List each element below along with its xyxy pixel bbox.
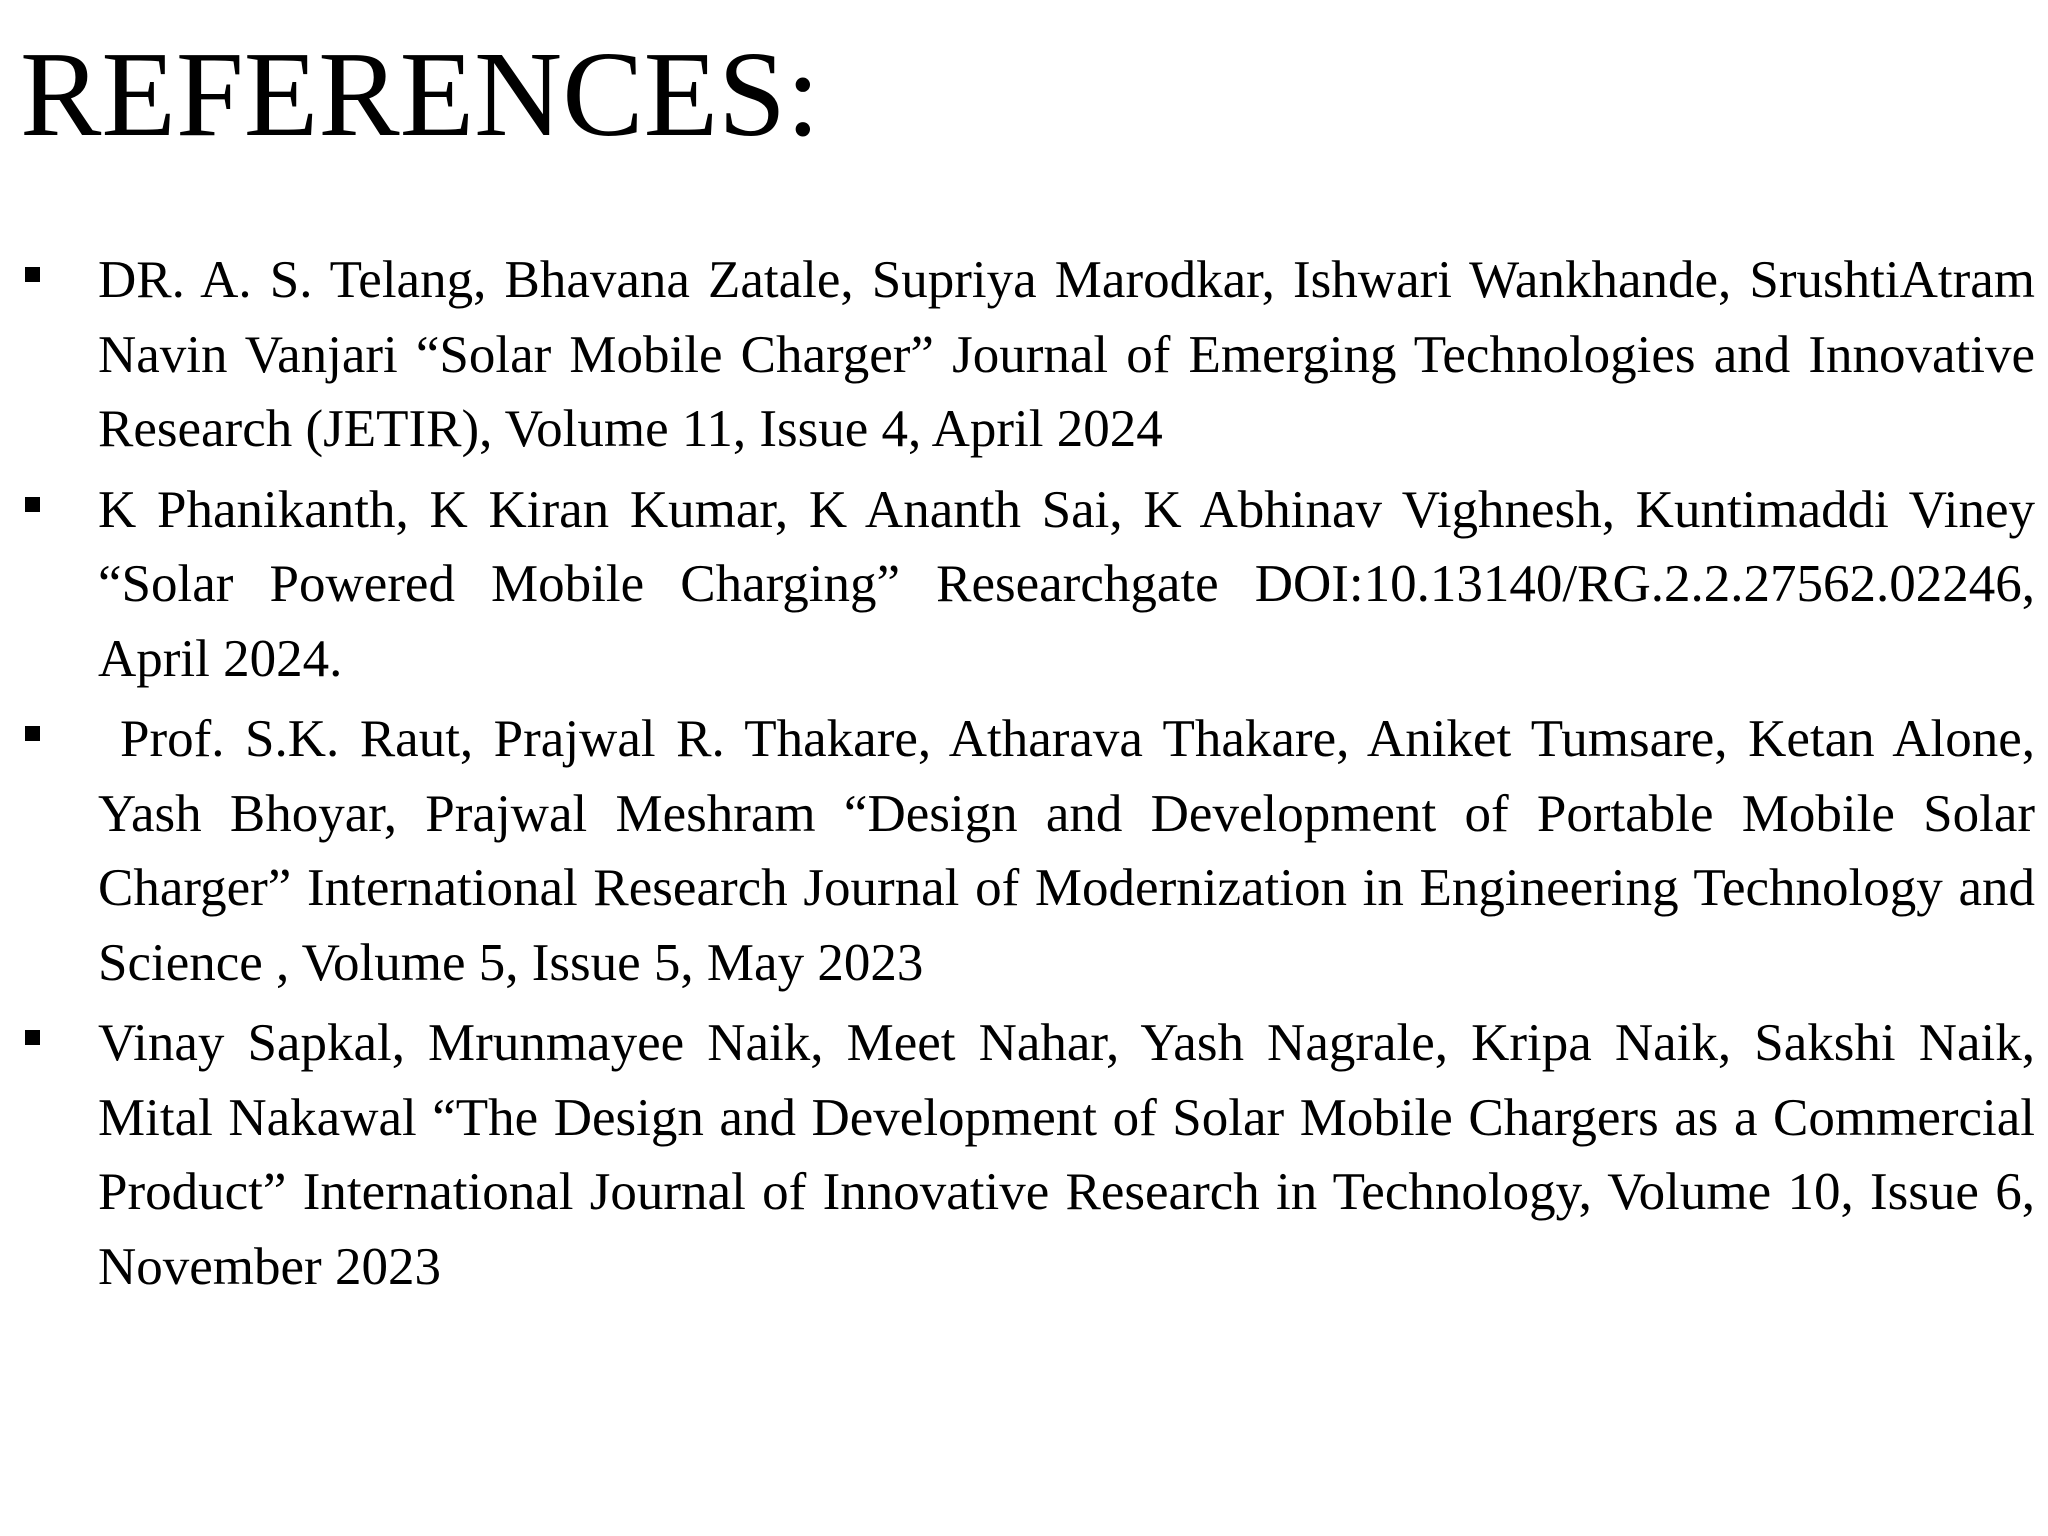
reference-item bbox=[20, 243, 2035, 467]
square-bullet-icon bbox=[25, 726, 40, 741]
reference-item bbox=[20, 702, 2035, 1000]
page-title: REFERENCES: bbox=[20, 27, 820, 162]
square-bullet-icon bbox=[25, 267, 40, 282]
reference-text: Vinay Sapkal, Mrunmayee Naik, Meet Nahar, Yash Nagrale, Kripa Naik, Sakshi Naik, Mital Nakawal “The Design and Development of Solar Mobile Chargers as a Commercial Product” International Journal of Innovative Research in Technology, Volume 10, Issue 6, November 2023 bbox=[98, 1014, 2035, 1296]
reference-text: Prof. S.K. Raut, Prajwal R. Thakare, Atharava Thakare, Aniket Tumsare, Ketan Alone, Yash Bhoyar, Prajwal Meshram “Design and Development of Portable Mobile Solar Charger” International Research Journal of Modernization in Engineering Technology and Science , Volume 5, Issue 5, May 2023 bbox=[98, 710, 2035, 992]
reference-list bbox=[20, 243, 2035, 1310]
square-bullet-icon bbox=[25, 1030, 40, 1045]
reference-text: K Phanikanth, K Kiran Kumar, K Ananth Sai, K Abhinav Vighnesh, Kuntimaddi Viney “Solar Powered Mobile Charging” Researchgate DOI:10.13140/RG.2.2.27562.02246, April 2024. bbox=[98, 480, 2035, 688]
reference-text: DR. A. S. Telang, Bhavana Zatale, Supriya Marodkar, Ishwari Wankhande, SrushtiAtram Navin Vanjari “Solar Mobile Charger” Journal of Emerging Technologies and Innovative Research (JETIR), Volume 11, Issue 4, April 2024 bbox=[98, 251, 2035, 458]
square-bullet-icon bbox=[25, 497, 40, 512]
reference-item bbox=[20, 473, 2035, 697]
reference-item bbox=[20, 1006, 2035, 1304]
